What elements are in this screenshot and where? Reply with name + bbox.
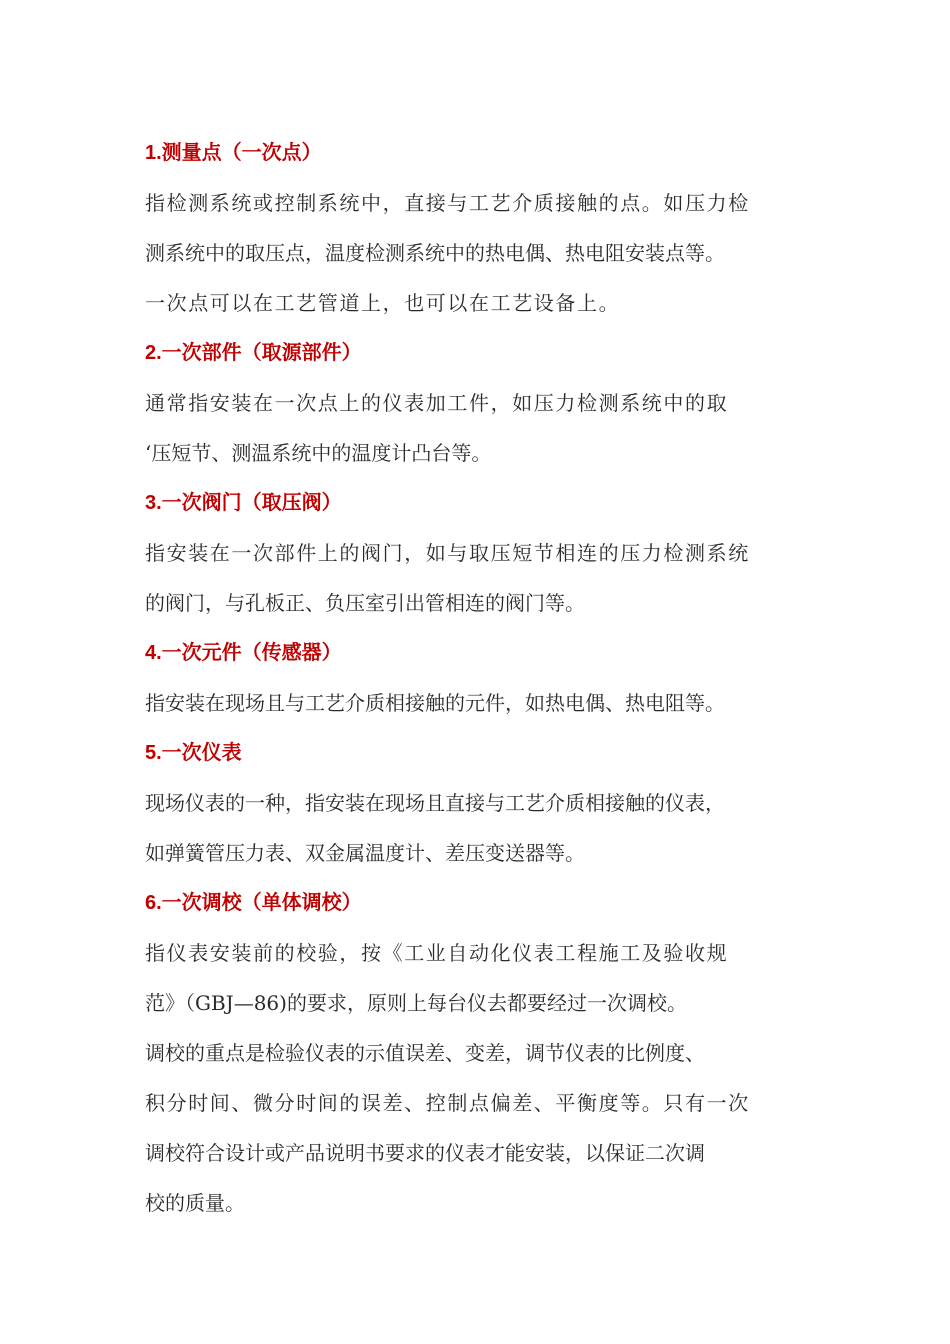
paragraph-line: 如弹簧管压力表、双金属温度计、差压变送器等。 [145, 841, 585, 865]
paragraph-line: 范》（GBJ—86)的要求，原则上每台仪去都要经过一次调校。 [145, 991, 687, 1015]
paragraph-line: 调校符合设计或产品说明书要求的仪表才能安装，以保证二次调 [145, 1141, 705, 1165]
paragraph-line: 指仪表安装前的校验，按《工业自动化仪表工程施工及验收规 [145, 941, 729, 965]
paragraph-line: 积分时间、微分时间的误差、控制点偏差、平衡度等。只有一次 [145, 1091, 750, 1115]
paragraph-line: 的阀门，与孔板正、负压室引出管相连的阀门等。 [145, 591, 585, 615]
paragraph-line: ‘压短节、测温系统中的温度计凸台等。 [145, 441, 492, 465]
paragraph-line: 指检测系统或控制系统中，直接与工艺介质接触的点。如压力检 [145, 191, 750, 215]
paragraph-line: 指安装在现场且与工艺介质相接触的元件，如热电偶、热电阻等。 [145, 691, 725, 715]
paragraph-line: 测系统中的取压点，温度检测系统中的热电偶、热电阻安装点等。 [145, 241, 725, 265]
paragraph-line: 一次点可以在工艺管道上，也可以在工艺设备上。 [145, 291, 621, 315]
section-heading-primary-valve: 3.一次阀门（取压阀） [145, 492, 342, 514]
paragraph-line: 通常指安装在一次点上的仪表加工件，如压力检测系统中的取 [145, 391, 729, 415]
section-heading-primary-component: 2.一次部件（取源部件） [145, 342, 362, 364]
section-heading-primary-instrument: 5.一次仪表 [145, 742, 242, 764]
paragraph-line: 现场仪表的一种，指安装在现场且直接与工艺介质相接触的仪表， [145, 791, 725, 815]
section-heading-primary-element: 4.一次元件（传感器） [145, 642, 342, 664]
section-heading-primary-calibration: 6.一次调校（单体调校） [145, 892, 362, 914]
paragraph-line: 指安装在一次部件上的阀门，如与取压短节相连的压力检测系统 [145, 541, 750, 565]
paragraph-line: 校的质量。 [145, 1191, 245, 1215]
document-body [145, 128, 835, 1228]
section-heading-measurement-point: 1.测量点（一次点） [145, 142, 322, 164]
paragraph-line: 调校的重点是检验仪表的示值误差、变差，调节仪表的比例度、 [145, 1041, 705, 1065]
